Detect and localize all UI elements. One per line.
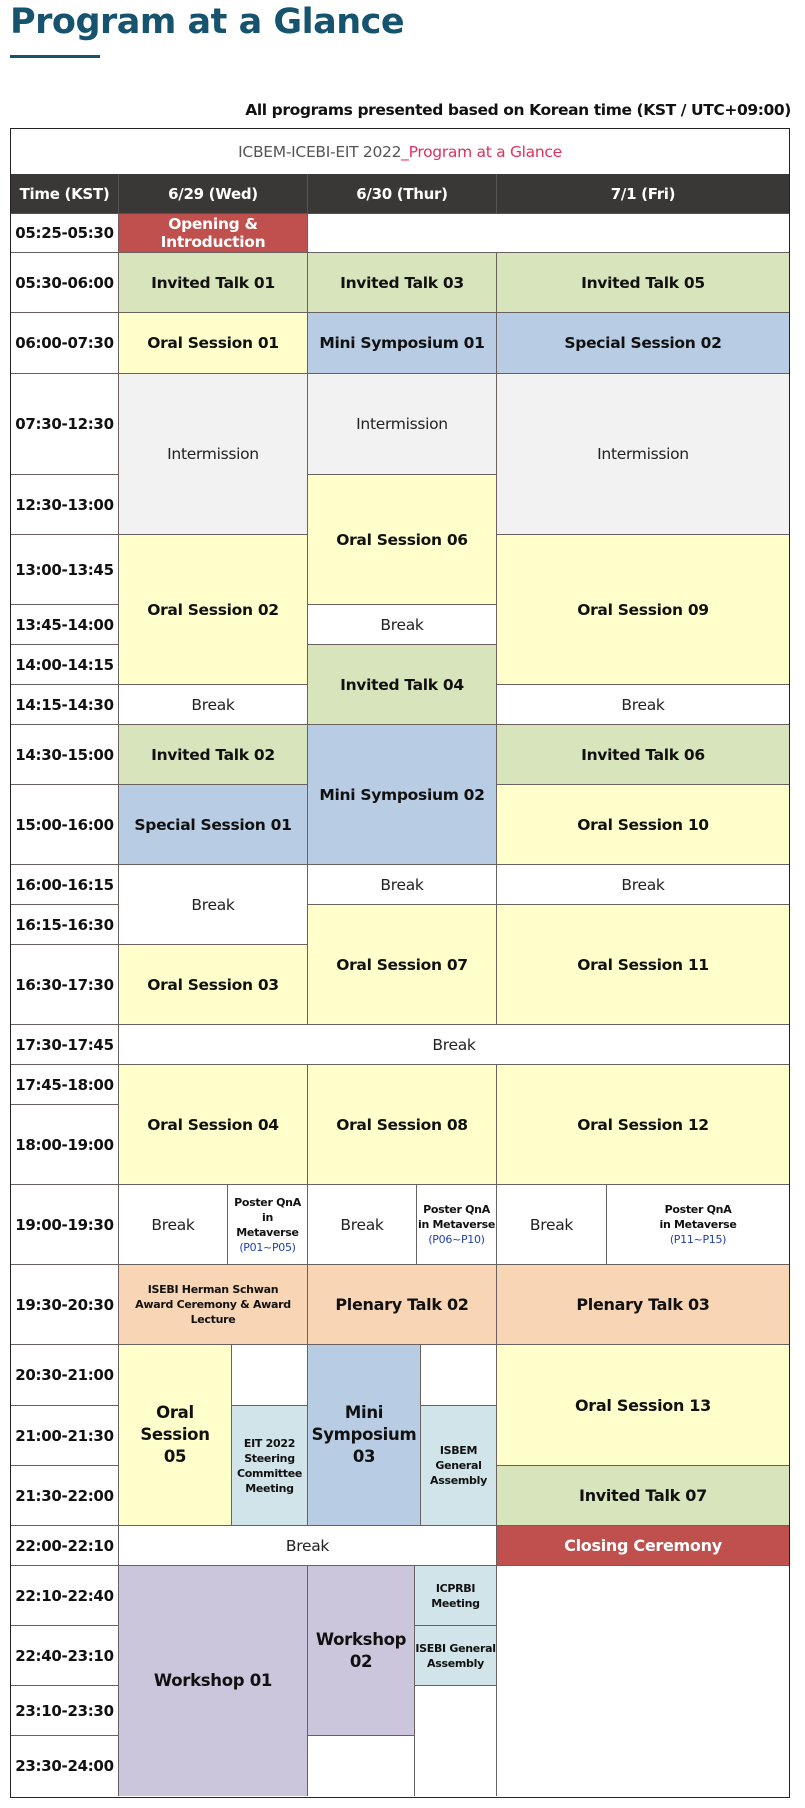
event-poster-qna-day1[interactable]	[228, 1185, 308, 1265]
event-oral-session-10[interactable]: Oral Session 10	[497, 785, 789, 865]
award-line: ISEBI Herman Schwan	[147, 1283, 279, 1296]
header-day3: 7/1 (Fri)	[497, 174, 789, 214]
event-plenary-talk-03[interactable]: Plenary Talk 03	[497, 1265, 789, 1345]
isbem-line: ISBEM	[439, 1444, 478, 1457]
program-table	[10, 128, 790, 1798]
empty-cell	[308, 214, 789, 253]
event-workshop-02[interactable]	[308, 1566, 415, 1736]
poster-range: (P11~P15)	[669, 1233, 727, 1246]
page-title: Program at a Glance	[10, 2, 405, 42]
time-cell: 17:45-18:00	[11, 1065, 119, 1105]
award-line: Award Ceremony & Award Lecture	[135, 1298, 291, 1326]
time-cell: 05:25-05:30	[11, 214, 119, 253]
event-oral-session-02[interactable]: Oral Session 02	[119, 535, 308, 685]
oral-05-line: Oral Session	[140, 1403, 210, 1444]
break-cell: Break	[497, 865, 789, 905]
header-day1: 6/29 (Wed)	[119, 174, 308, 214]
event-isbem-general-assembly[interactable]	[421, 1406, 497, 1526]
event-mini-symposium-01[interactable]: Mini Symposium 01	[308, 313, 497, 374]
event-mini-symposium-03[interactable]	[308, 1345, 421, 1526]
poster-label: in Metaverse	[659, 1218, 737, 1231]
event-oral-session-09[interactable]: Oral Session 09	[497, 535, 789, 685]
event-oral-session-04[interactable]: Oral Session 04	[119, 1065, 308, 1185]
header-day2: 6/30 (Thur)	[308, 174, 497, 214]
break-cell: Break	[308, 605, 497, 645]
empty-cell	[308, 1736, 415, 1796]
time-cell: 20:30-21:00	[11, 1345, 119, 1406]
break-cell: Break	[308, 1185, 417, 1265]
event-invited-talk-04[interactable]: Invited Talk 04	[308, 645, 497, 725]
time-cell: 19:00-19:30	[11, 1185, 119, 1265]
header-time: Time (KST)	[11, 174, 119, 214]
table-caption	[11, 129, 789, 174]
eit-line: EIT 2022 Steering	[243, 1436, 296, 1465]
time-cell: 13:45-14:00	[11, 605, 119, 645]
caption-prefix: ICBEM-ICEBI-EIT 2022	[238, 142, 402, 161]
event-invited-talk-07[interactable]: Invited Talk 07	[497, 1466, 789, 1526]
poster-label: Poster QnA	[664, 1203, 732, 1216]
time-cell: 14:15-14:30	[11, 685, 119, 725]
poster-label: Poster QnA	[423, 1203, 490, 1216]
mini-03-line: 03	[352, 1447, 376, 1466]
break-cell: Break	[497, 1185, 607, 1265]
time-cell: 21:30-22:00	[11, 1466, 119, 1526]
empty-cell	[232, 1345, 308, 1406]
event-eit-steering-committee[interactable]	[232, 1406, 308, 1526]
time-cell: 05:30-06:00	[11, 253, 119, 313]
event-invited-talk-01[interactable]: Invited Talk 01	[119, 253, 308, 313]
poster-label: Metaverse	[236, 1225, 299, 1239]
isebi-ga-line: Assembly	[427, 1656, 484, 1670]
event-special-session-01[interactable]: Special Session 01	[119, 785, 308, 865]
event-oral-session-13[interactable]: Oral Session 13	[497, 1345, 789, 1466]
break-cell: Break	[119, 685, 308, 725]
event-invited-talk-03[interactable]: Invited Talk 03	[308, 253, 497, 313]
break-cell: Break	[119, 865, 308, 945]
eit-line: Meeting	[245, 1481, 294, 1495]
time-cell: 13:00-13:45	[11, 535, 119, 605]
time-cell: 23:30-24:00	[11, 1736, 119, 1796]
empty-cell	[497, 1566, 789, 1796]
break-cell: Break	[119, 1526, 497, 1566]
isebi-ga-line: ISEBI General	[415, 1641, 496, 1655]
poster-label: Poster QnA in	[234, 1195, 301, 1224]
event-oral-session-08[interactable]: Oral Session 08	[308, 1065, 497, 1185]
event-icprbi-meeting[interactable]: ICPRBI Meeting	[415, 1566, 497, 1626]
timezone-note: All programs presented based on Korean time (KST / UTC+09:00)	[245, 101, 791, 119]
event-award-ceremony[interactable]	[119, 1265, 308, 1345]
isbem-line: General Assembly	[430, 1459, 487, 1487]
time-cell: 18:00-19:00	[11, 1105, 119, 1185]
event-plenary-talk-02[interactable]: Plenary Talk 02	[308, 1265, 497, 1345]
time-cell: 23:10-23:30	[11, 1686, 119, 1736]
event-special-session-02[interactable]: Special Session 02	[497, 313, 789, 374]
break-cell: Break	[119, 1025, 789, 1065]
time-cell: 22:40-23:10	[11, 1626, 119, 1686]
time-cell: 07:30-12:30	[11, 374, 119, 475]
event-invited-talk-06[interactable]: Invited Talk 06	[497, 725, 789, 785]
event-intermission: Intermission	[308, 374, 497, 475]
eit-line: Committee	[236, 1466, 303, 1480]
poster-range: (P06~P10)	[428, 1233, 485, 1246]
time-cell: 17:30-17:45	[11, 1025, 119, 1065]
time-cell: 21:00-21:30	[11, 1406, 119, 1466]
time-cell: 12:30-13:00	[11, 475, 119, 535]
empty-cell	[415, 1686, 497, 1796]
event-oral-session-07[interactable]: Oral Session 07	[308, 905, 497, 1025]
poster-range: (P01~P05)	[239, 1240, 296, 1254]
time-cell: 22:10-22:40	[11, 1566, 119, 1626]
event-intermission: Intermission	[497, 374, 789, 535]
event-isebi-general-assembly[interactable]	[415, 1626, 497, 1686]
event-oral-session-11[interactable]: Oral Session 11	[497, 905, 789, 1025]
event-intermission: Intermission	[119, 374, 308, 535]
event-closing-ceremony[interactable]: Closing Ceremony	[497, 1526, 789, 1566]
event-opening[interactable]: Opening & Introduction	[119, 214, 308, 253]
poster-label: in Metaverse	[418, 1218, 495, 1231]
break-cell: Break	[308, 865, 497, 905]
time-cell: 15:00-16:00	[11, 785, 119, 865]
event-workshop-01[interactable]: Workshop 01	[119, 1566, 308, 1796]
workshop-02-line: 02	[349, 1651, 373, 1671]
empty-cell	[421, 1345, 497, 1406]
time-cell: 22:00-22:10	[11, 1526, 119, 1566]
caption-accent: _Program at a Glance	[401, 142, 562, 161]
event-oral-session-03[interactable]: Oral Session 03	[119, 945, 308, 1025]
break-cell: Break	[119, 1185, 228, 1265]
event-mini-symposium-02[interactable]: Mini Symposium 02	[308, 725, 497, 865]
event-poster-qna-day2[interactable]	[417, 1185, 497, 1265]
time-cell: 14:00-14:15	[11, 645, 119, 685]
mini-03-line: Mini	[344, 1403, 384, 1422]
break-cell: Break	[497, 685, 789, 725]
event-invited-talk-02[interactable]: Invited Talk 02	[119, 725, 308, 785]
time-cell: 14:30-15:00	[11, 725, 119, 785]
mini-03-line: Symposium	[311, 1425, 417, 1444]
workshop-02-line: Workshop	[315, 1629, 407, 1649]
time-cell: 16:00-16:15	[11, 865, 119, 905]
oral-05-line: 05	[163, 1447, 187, 1466]
time-cell: 16:15-16:30	[11, 905, 119, 945]
time-cell: 19:30-20:30	[11, 1265, 119, 1345]
event-oral-session-06[interactable]: Oral Session 06	[308, 475, 497, 605]
event-poster-qna-day3[interactable]	[607, 1185, 789, 1265]
time-cell: 06:00-07:30	[11, 313, 119, 374]
event-oral-session-12[interactable]: Oral Session 12	[497, 1065, 789, 1185]
title-underline	[10, 55, 100, 58]
event-invited-talk-05[interactable]: Invited Talk 05	[497, 253, 789, 313]
time-cell: 16:30-17:30	[11, 945, 119, 1025]
event-oral-session-01[interactable]: Oral Session 01	[119, 313, 308, 374]
event-oral-session-05[interactable]	[119, 1345, 232, 1526]
